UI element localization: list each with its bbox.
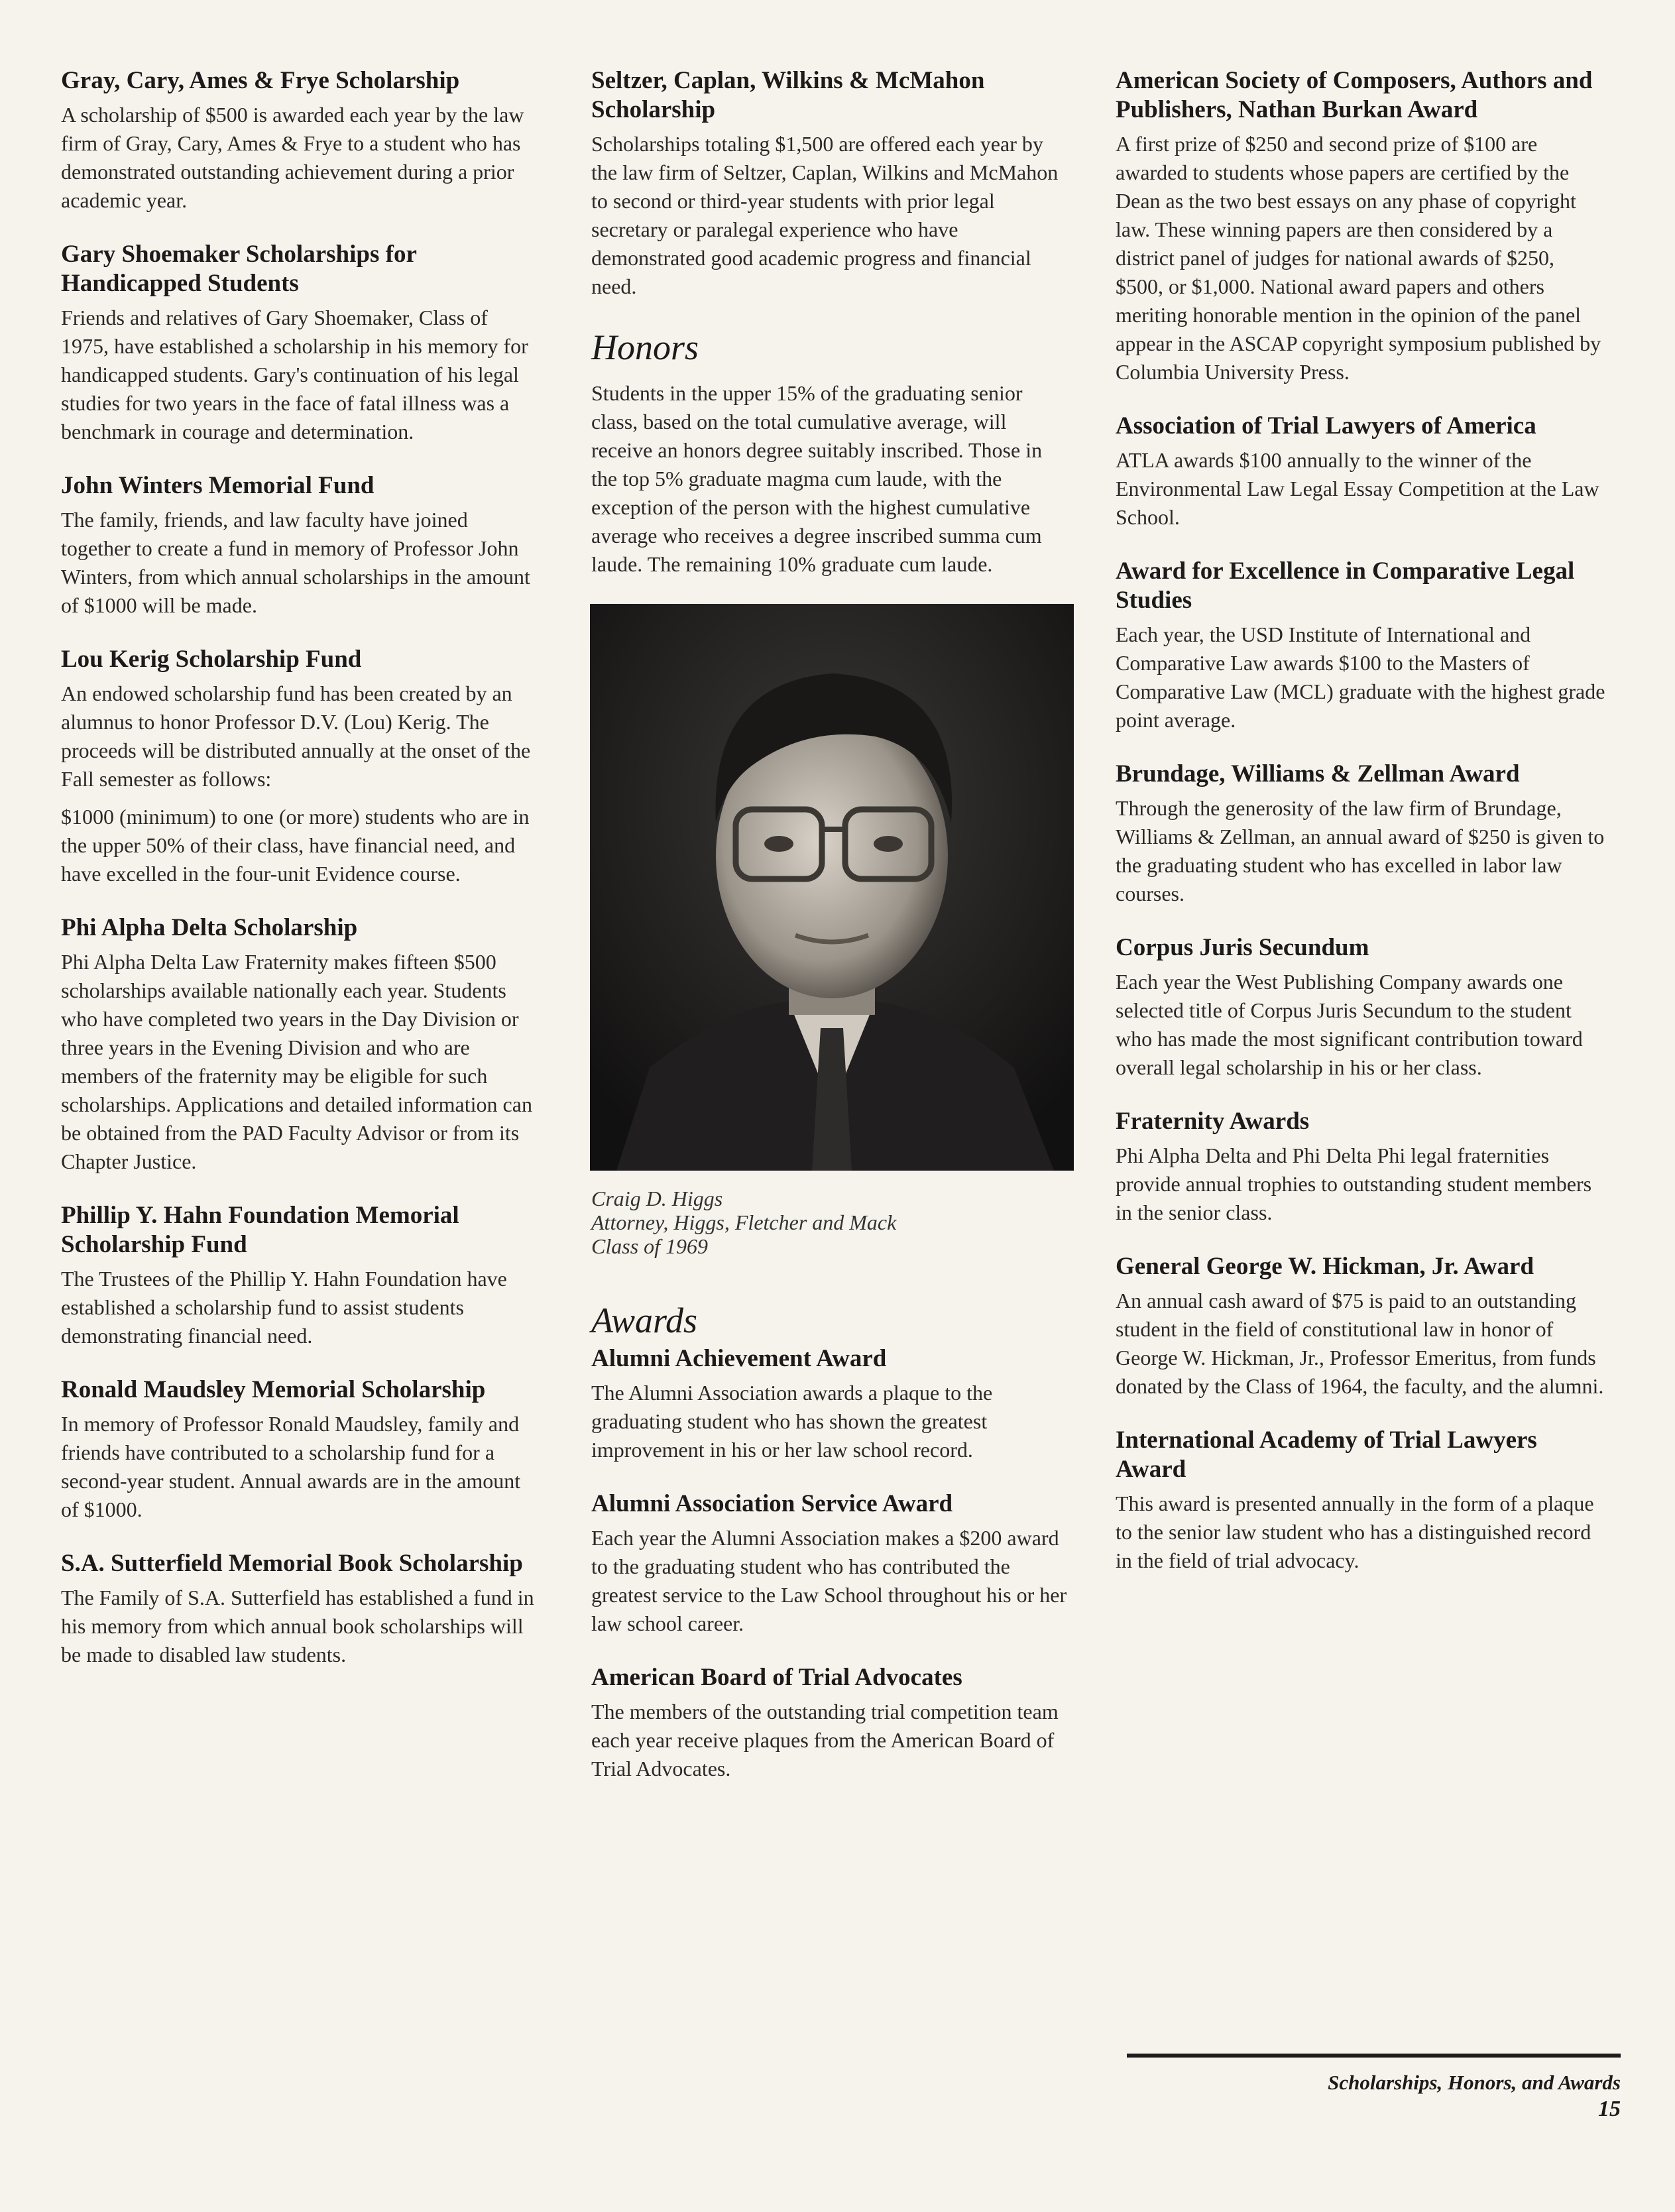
entry-title: Alumni Association Service Award [591, 1490, 953, 1517]
entry-corpus-juris-secundum [1116, 933, 1606, 1082]
entry-alumni-achievement-award [591, 1344, 1069, 1464]
entry-title: Gary Shoemaker Scholarships for Handicapped Students [61, 241, 417, 297]
entry-text: The family, friends, and law faculty have joined together to create a fund in memory of Professor John Winters, from which annual scholarships in the amount of $1000 will be made. [61, 508, 530, 617]
entry-title: Seltzer, Caplan, Wilkins & McMahon Scholarship [591, 67, 985, 123]
entry-gray-cary-ames-frye-scholarship [61, 66, 538, 215]
entry-title: Association of Trial Lawyers of America [1116, 412, 1536, 439]
entry-title: Corpus Juris Secundum [1116, 934, 1369, 961]
entry-text: The Family of S.A. Sutterfield has established a fund in his memory from which annual book scholarships will be made to disabled law students. [61, 1586, 534, 1666]
entry-text: A first prize of $250 and second prize of $100 are awarded to students whose papers are certified by the Dean as the two best essays on any phase of copyright law. These winning papers are then considered by a district panel of judges for national awards of $250, $500, or $1,000. National award papers and others meriting honorable mention in the opinion of the panel appear in the ASCAP copyright symposium published by Columbia University Press. [1116, 132, 1601, 384]
entry-title: Phillip Y. Hahn Foundation Memorial Scholarship Fund [61, 1202, 459, 1258]
entry-brundage-williams-zellman-award [1116, 760, 1606, 908]
entry-text: The Trustees of the Phillip Y. Hahn Foundation have established a scholarship fund to assist students demonstrating financial need. [61, 1267, 507, 1348]
entry-title: International Academy of Trial Lawyers Award [1116, 1426, 1537, 1483]
entry-text: An endowed scholarship fund has been created by an alumnus to honor Professor D.V. (Lou) Kerig. The proceeds will be distributed annually at the onset of the Fall semester as follows: [61, 681, 531, 791]
caption-name: Craig D. Higgs [591, 1187, 723, 1210]
entry-text: A scholarship of $500 is awarded each year by the law firm of Gray, Cary, Ames & Frye to a student who has demonstrated outstanding achievement during a prior academic year. [61, 103, 524, 212]
portrait-photo [590, 604, 1074, 1171]
entry-fraternity-awards [1116, 1107, 1606, 1227]
entry-gary-shoemaker-scholarships-for-handicapped-students [61, 240, 538, 446]
entry-title: Phi Alpha Delta Scholarship [61, 914, 358, 941]
entry-text: In memory of Professor Ronald Maudsley, family and friends have contributed to a scholarship fund for a second-year student. Annual awards are in the amount of $1000. [61, 1412, 521, 1521]
entry-title: General George W. Hickman, Jr. Award [1116, 1253, 1534, 1280]
entry-lou-kerig-scholarship-fund [61, 645, 538, 888]
honors-text: Students in the upper 15% of the graduating senior class, based on the total cumulative average, will receive an honors degree suitably inscribed. Those in the top 5% graduate magma cum laude, with the exception of the person with the highest cumulative average who receives a degree inscribed summa cum laude. The remaining 10% graduate cum laude. [591, 381, 1043, 576]
entry-s-a-sutterfield-memorial-book-scholarship [61, 1549, 538, 1669]
entry-text: An annual cash award of $75 is paid to an outstanding student in the field of constitutional law in honor of George W. Hickman, Jr., Professor Emeritus, from funds donated by the Class of 1964, the faculty, and the alumni. [1116, 1289, 1604, 1398]
photo-caption [591, 1187, 1069, 1258]
column-middle [591, 66, 1069, 1808]
entry-text: Each year the Alumni Association makes a $200 award to the graduating student who has contributed the greatest service to the Law School throughout his or her law school career. [591, 1526, 1067, 1635]
entry-text: Each year the West Publishing Company awards one selected title of Corpus Juris Secundum to the student who has made the most significant contribution toward overall legal scholarship in his or her class. [1116, 970, 1583, 1079]
honors-section [591, 326, 1069, 579]
entry-alumni-association-service-award [591, 1489, 1069, 1638]
entry-title: American Board of Trial Advocates [591, 1664, 962, 1691]
entry-text: Through the generosity of the law firm of Brundage, Williams & Zellman, an annual award of $250 is given to the graduating student who has excelled in labor law courses. [1116, 796, 1605, 905]
entry-title: John Winters Memorial Fund [61, 472, 375, 499]
caption-class: Class of 1969 [591, 1234, 709, 1258]
entry-phi-alpha-delta-scholarship [61, 913, 538, 1176]
honors-heading: Honors [591, 327, 699, 367]
entry-john-winters-memorial-fund [61, 471, 538, 620]
entry-title: Alumni Achievement Award [591, 1345, 887, 1372]
column-right [1116, 66, 1606, 1600]
page-number: 15 [1598, 2097, 1621, 2121]
entry-american-board-of-trial-advocates [591, 1663, 1069, 1783]
entry-title: American Society of Composers, Authors and Publishers, Nathan Burkan Award [1116, 67, 1593, 123]
entry-seltzer-caplan-wilkins-mcmahon-scholarship [591, 66, 1069, 301]
entry-text: Phi Alpha Delta Law Fraternity makes fifteen $500 scholarships available nationally each year. Students who have completed two years in the Day Division or three years in the Evening Division and who are members of the fraternity may be eligible for such scholarships. Applications and detailed information can be obtained from the PAD Faculty Advisor or from its Chapter Justice. [61, 950, 532, 1173]
footer-title: Scholarships, Honors, and Awards [1328, 2071, 1621, 2094]
entry-title: Lou Kerig Scholarship Fund [61, 646, 362, 673]
entry-award-for-excellence-in-comparative-legal-studies [1116, 557, 1606, 734]
entry-text: ATLA awards $100 annually to the winner of the Environmental Law Legal Essay Competition at the Law School. [1116, 448, 1599, 529]
entry-text: The members of the outstanding trial competition team each year receive plaques from the American Board of Trial Advocates. [591, 1700, 1059, 1780]
awards-heading: Awards [591, 1301, 698, 1340]
entry-text: Each year, the USD Institute of International and Comparative Law awards $100 to the Masters of Comparative Law (MCL) graduate with the highest grade point average. [1116, 622, 1605, 732]
column-left [61, 66, 538, 1694]
entry-text: $1000 (minimum) to one (or more) students who are in the upper 50% of their class, have financial need, and have excelled in the four-unit Evidence course. [61, 805, 530, 886]
entry-text: Phi Alpha Delta and Phi Delta Phi legal fraternities provide annual trophies to outstanding student members in the senior class. [1116, 1143, 1592, 1224]
entry-phillip-y-hahn-foundation-memorial-scholarship-fund [61, 1201, 538, 1350]
entry-text: This award is presented annually in the form of a plaque to the senior law student who has a distinguished record in the field of trial advocacy. [1116, 1491, 1594, 1572]
entry-general-george-w-hickman-jr-award [1116, 1252, 1606, 1401]
entry-american-society-of-composers-authors-and-publishers-nathan-burkan-award [1116, 66, 1606, 386]
portrait-image [590, 604, 1074, 1171]
entry-international-academy-of-trial-lawyers-award [1116, 1426, 1606, 1575]
entry-title: Ronald Maudsley Memorial Scholarship [61, 1376, 486, 1403]
entry-title: S.A. Sutterfield Memorial Book Scholarship [61, 1550, 523, 1577]
entry-ronald-maudsley-memorial-scholarship [61, 1375, 538, 1524]
entry-title: Gray, Cary, Ames & Frye Scholarship [61, 67, 460, 94]
entry-association-of-trial-lawyers-of-america [1116, 412, 1606, 532]
footer-rule [1127, 2054, 1621, 2058]
entry-text: Friends and relatives of Gary Shoemaker, Class of 1975, have established a scholarship in his memory for handicapped students. Gary's continuation of his legal studies for two years in the face of fatal illness was a benchmark in courage and determination. [61, 306, 528, 443]
page-footer [1127, 2054, 1621, 2124]
caption-role: Attorney, Higgs, Fletcher and Mack [591, 1210, 897, 1234]
entry-title: Fraternity Awards [1116, 1108, 1310, 1135]
entry-text: Scholarships totaling $1,500 are offered each year by the law firm of Seltzer, Caplan, Wilkins and McMahon to second or third-year students with prior legal secretary or paralegal experience who have demonstrated good academic progress and financial need. [591, 132, 1059, 298]
entry-text: The Alumni Association awards a plaque to the graduating student who has shown the greatest improvement in his or her law school record. [591, 1381, 993, 1462]
entry-title: Brundage, Williams & Zellman Award [1116, 760, 1520, 787]
entry-title: Award for Excellence in Comparative Legal Studies [1116, 557, 1575, 614]
